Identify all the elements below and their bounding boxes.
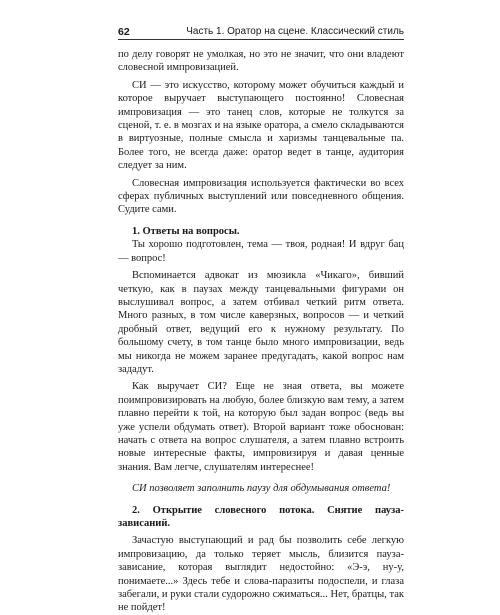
section-heading: 1. Ответы на вопросы. (132, 225, 240, 237)
page-number: 62 (118, 26, 130, 38)
page-header (118, 26, 404, 40)
section-heading: 2. Открытие словесного потока. Снятие пауза-зависаний. (118, 504, 404, 529)
header-rule (118, 39, 404, 40)
paragraph: по делу говорят не умолкая, но это не значит, что они владеют словесной импровизацией. (118, 49, 404, 74)
callout-text: СИ позволяет заполнить паузу для обдумывания ответа! (132, 483, 391, 495)
paragraph: СИ — это искусство, которому может обучиться каждый и которое выручает выступающего постоянно! Словесная импровизация — это танец слов, которые не толкутся за сценой, т. е. в мозгах и на языке оратора, а смело складываются в виртуозные, полные смысла и харизмы танцевальные па. Более того, не всегда даже: оратор ведет в танце, аудитория следует за ним. (118, 79, 404, 172)
paragraph: Как выручает СИ? Еще не зная ответа, вы можете поимпровизировать на любую, более близкую вам тему, а затем плавно перейти к той, на которую был задан вопрос (ведь вы уже успели обдумать ответ). Второй вариант тоже обоснован: начать с ответа на вопрос слушателя, а затем плавно встроить новые интересные факты, импровизируя и давая ценные знания. Вам легче, слушателям интереснее! (118, 381, 404, 473)
paragraph: Вспоминается адвокат из мюзикла «Чикаго», бивший четкую, как в паузах между танцевальными фигурами он выслушивал вопрос, а затем отбивал четкий ритм ответа. Много разных, в том числе каверзных, вопросов — и четкий дробный ответ, ведущий его к нужному результату. По большому счету, в том танце было много импровизации, ведь мы никогда не можем заранее предугадать, какой вопрос нам зададут. (118, 270, 404, 375)
paragraph: Ты хорошо подготовлен, тема — твоя, родная! И вдруг бац — вопрос! (118, 239, 404, 264)
paragraph: Зачастую выступающий и рад бы позволить себе легкую импровизацию, да только теряет мысль, близится пауза-зависание, которая выглядит недостойно: «Э-э, ну-у, понимаете...» Здесь тебе и слова-паразиты подоспели, и глаза забегали, и руки стали судорожно сжиматься... Нет, братцы, так не пойдет! (118, 535, 404, 614)
paragraph: Словесная импровизация используется фактически во всех сферах публичных выступлений или повседневного общения. Судите сами. (118, 177, 404, 216)
running-head: Часть 1. Оратор на сцене. Классический стиль (186, 26, 404, 37)
body-text (118, 48, 404, 615)
